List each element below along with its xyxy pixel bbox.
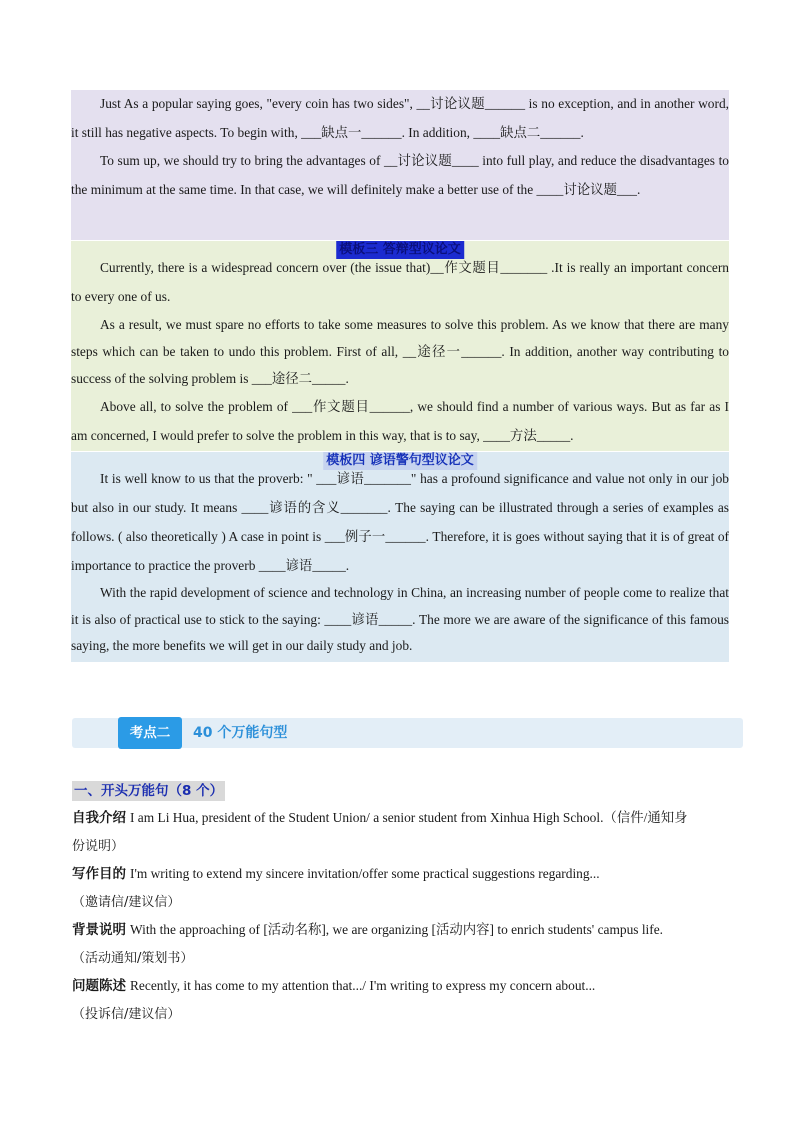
list-item	[72, 860, 740, 889]
list-item	[72, 804, 740, 833]
template3-box	[71, 241, 729, 451]
item-text: With the approaching of [活动名称], we are organizing [活动内容] to enrich students' campus life.	[130, 922, 664, 937]
template4-paragraph-2: With the rapid development of science and technology in China, an increasing number of people come to realize that it is also of practical use to stick to the saying: ____谚语_____. The more we are aware of the significance of this famous saying, the more benefits we will get in our daily study and job.	[71, 585, 729, 653]
kaodian-tag: 考点二	[118, 717, 182, 749]
template3-paragraph-3: Above all, to solve the problem of ___作文题目______, we should find a number of various ways. But as far as I am concerned, I would prefer to solve the problem in this way, that is to say, ____方法_____.	[71, 399, 729, 443]
item-text: I am Li Hua, president of the Student Union/ a senior student from Xinhua High School.（信件/通知身	[130, 810, 688, 825]
item-note: （投诉信/建议信）	[72, 1006, 181, 1022]
kaodian-bar	[72, 718, 743, 748]
item-label: 写作目的	[72, 866, 126, 882]
sentence-list	[72, 804, 740, 1028]
template4-box	[71, 452, 729, 662]
template3-paragraph-1: Currently, there is a widespread concern over (the issue that)__作文题目_______ .It is really an important concern to every one of us.	[71, 260, 729, 304]
item-label: 问题陈述	[72, 978, 126, 994]
template3-paragraph-2: As a result, we must spare no efforts to take some measures to solve this problem. As we know that there are many steps which can be taken to undo this problem. First of all, __途径一______. In addition, another way contributing to success of the solving problem is ___途径二_____.	[71, 317, 729, 386]
item-text: Recently, it has come to my attention that.../ I'm writing to express my concern about...	[130, 978, 596, 993]
template2-box	[71, 90, 729, 240]
kaodian-title: 40 个万能句型	[193, 725, 288, 741]
template3-heading: 模板三 答辩型议论文	[336, 241, 464, 259]
list-item	[72, 972, 740, 1001]
template2-paragraph-1: Just As a popular saying goes, "every coin has two sides", __讨论议题______ is no exception, and in another word, it still has negative aspects. To begin with, ___缺点一______. In addition, ____缺点二______.	[71, 96, 729, 140]
list-item	[72, 916, 740, 945]
template4-paragraph-1: It is well know to us that the proverb: " ___谚语_______" has a profound significance and value not only in our job but also in our study. It means ____谚语的含义_______. The saying can be illustrated through a series of examples as follows. ( also theoretically ) A case in point is ___例子一______. Therefore, it is goes without saying that it is of great of importance to practice the proverb ____谚语_____.	[71, 471, 729, 573]
item-text: I'm writing to extend my sincere invitation/offer some practical suggestions regarding...	[130, 866, 600, 881]
item-note: （活动通知/策划书）	[72, 950, 194, 966]
item-note: （邀请信/建议信）	[72, 894, 181, 910]
item-label: 背景说明	[72, 922, 126, 938]
template4-heading: 模板四 谚语警句型议论文	[323, 452, 477, 470]
item-label: 自我介绍	[72, 810, 126, 826]
section-title: 一、开头万能句（8 个）	[74, 783, 224, 799]
template2-paragraph-2: To sum up, we should try to bring the advantages of __讨论议题____ into full play, and reduce the disadvantages to the minimum at the same time. In that case, we will definitely make a better use of the ____讨论议题___.	[71, 153, 729, 197]
item-note: 份说明）	[72, 838, 125, 854]
